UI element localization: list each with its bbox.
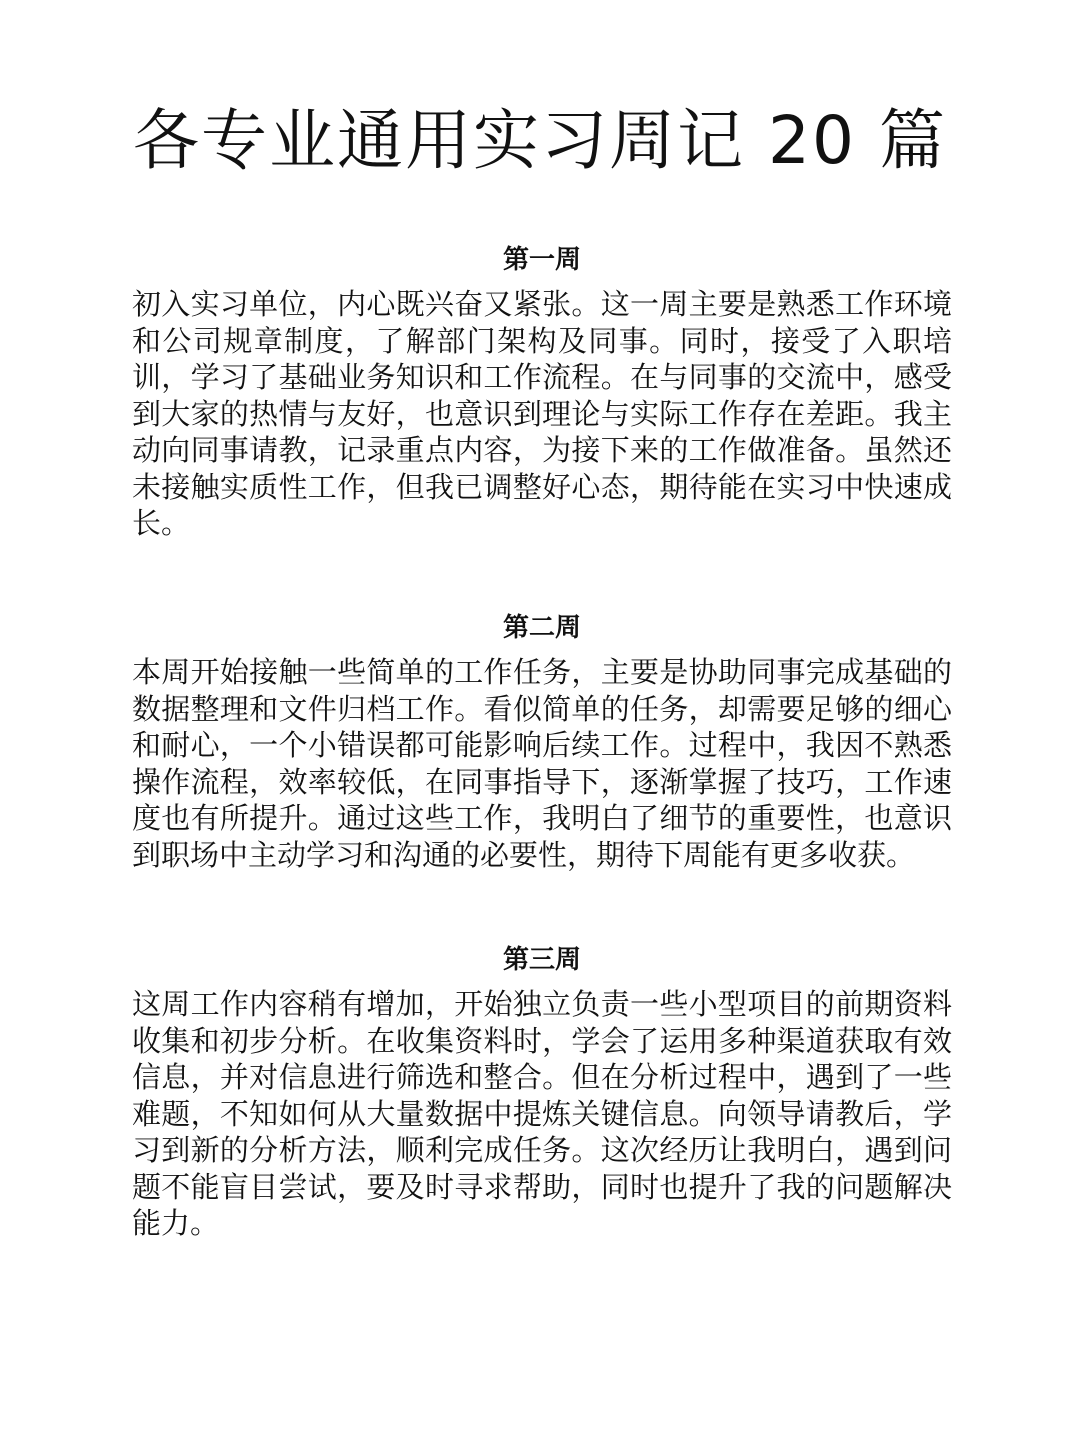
week-heading: 第一周 [502,245,581,275]
week-section-1 [132,240,952,542]
week-section-2 [132,608,952,873]
page-title: 各专业通用实习周记 20 篇 [133,102,947,179]
week-heading: 第三周 [502,945,581,975]
week-body-paragraph: 这周工作内容稍有增加，开始独立负责一些小型项目的前期资料收集和初步分析。在收集资料时，学会了运用多种渠道获取有效信息，并对信息进行筛选和整合。但在分析过程中，遇到了一些难题，不知如何从大量数据中提炼关键信息。向领导请教后，学习到新的分析方法，顺利完成任务。这次经历让我明白，遇到问题不能盲目尝试，要及时寻求帮助，同时也提升了我的问题解决能力。 [132,987,952,1240]
week-heading: 第二周 [502,613,581,643]
week-body-paragraph: 初入实习单位，内心既兴奋又紧张。这一周主要是熟悉工作环境和公司规章制度，了解部门架构及同事。同时，接受了入职培训，学习了基础业务知识和工作流程。在与同事的交流中，感受到大家的热情与友好，也意识到理论与实际工作存在差距。我主动向同事请教，记录重点内容，为接下来的工作做准备。虽然还未接触实质性工作，但我已调整好心态，期待能在实习中快速成长。 [132,287,952,540]
week-section-3 [132,940,952,1242]
week-body-paragraph: 本周开始接触一些简单的工作任务，主要是协助同事完成基础的数据整理和文件归档工作。看似简单的任务，却需要足够的细心和耐心，一个小错误都可能影响后续工作。过程中，我因不熟悉操作流程，效率较低，在同事指导下，逐渐掌握了技巧，工作速度也有所提升。通过这些工作，我明白了细节的重要性，也意识到职场中主动学习和沟通的必要性，期待下周能有更多收获。 [132,655,952,872]
